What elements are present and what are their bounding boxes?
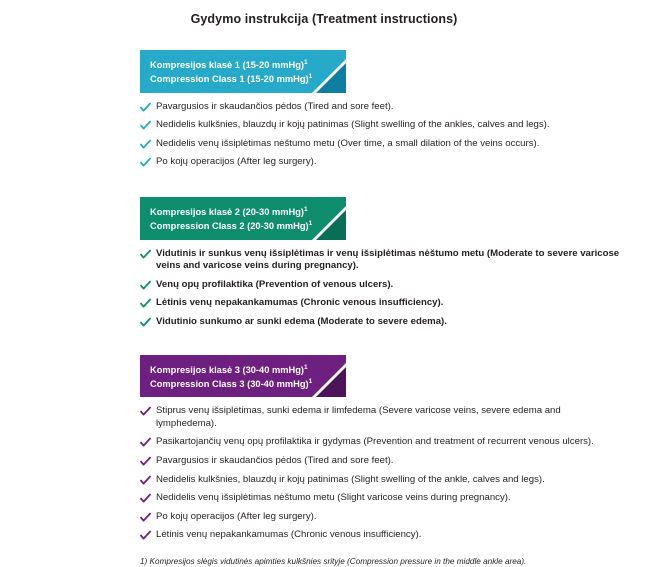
list-item <box>140 474 620 487</box>
check-icon <box>140 456 151 467</box>
list-item-text: Pavargusios ir skaudančios pėdos (Tired and sore feet). <box>156 100 394 112</box>
check-icon <box>140 280 151 291</box>
list-item-text: Nedidelis venų išsiplėtimas nėštumo metu (Slight varicose veins during pregnancy). <box>156 492 511 504</box>
indication-list-class-3 <box>140 405 620 542</box>
badge-footnote-marker: 1 <box>308 73 313 81</box>
list-item <box>140 119 620 132</box>
check-icon <box>140 317 151 328</box>
list-item-text: Po kojų operacijos (After leg surgery). <box>156 510 317 522</box>
badge-compression-class-3 <box>140 355 346 398</box>
badge-corner-accent <box>316 210 346 240</box>
badge-line-en <box>150 376 312 390</box>
list-item <box>140 138 620 151</box>
badge-footnote-marker: 1 <box>303 59 308 66</box>
badge-footnote-marker: 1 <box>303 205 308 213</box>
section-compression-class-3 <box>140 355 620 542</box>
list-item <box>140 101 620 114</box>
badge-line-en <box>150 71 312 85</box>
badge-compression-class-2 <box>140 197 346 240</box>
badge-line-lt <box>150 204 312 218</box>
list-item-text: Venų opų profilaktika (Prevention of venous ulcers). <box>156 278 394 290</box>
badge-corner-accent <box>316 367 346 397</box>
check-icon <box>140 512 151 523</box>
check-icon <box>140 530 151 541</box>
badge-line-lt-text: Kompresijos klasė 2 (20-30 mmHg) <box>150 207 304 218</box>
list-item-text: Lėtinis venų nepakankamumas (Chronic venous insufficiency). <box>156 297 444 309</box>
badge-footnote-marker: 1 <box>308 377 313 385</box>
check-icon <box>140 249 151 260</box>
document-page <box>0 12 648 566</box>
check-icon <box>140 139 151 150</box>
list-item-text: Nedidelis venų išsiplėtimas nėštumo metu (Over time, a small dilation of the veins occurs). <box>156 137 540 149</box>
footnote: 1) Kompresijos slėgis vidutinės apimties kulkšnies srityje (Compression pressure in the middle ankle area). <box>140 556 527 566</box>
list-item-text: Nedidelis kulkšnies, blauzdų ir kojų patinimas (Slight swelling of the ankle, calves and legs). <box>156 473 545 485</box>
section-compression-class-2 <box>140 197 620 329</box>
check-icon <box>140 120 151 131</box>
check-icon <box>140 157 151 168</box>
list-item <box>140 405 620 430</box>
list-item <box>140 492 620 505</box>
list-item <box>140 529 620 542</box>
list-item-text: Pavargusios ir skaudančios pėdos (Tired and sore feet). <box>156 454 394 466</box>
indication-list-class-1 <box>140 101 620 169</box>
check-icon <box>140 475 151 486</box>
list-item-text: Po kojų operacijos (After leg surgery). <box>156 156 317 168</box>
badge-compression-class-1 <box>140 50 346 93</box>
list-item-text: Nedidelis kulkšnies, blauzdų ir kojų patinimas (Slight swelling of the ankles, calves and legs). <box>156 119 550 131</box>
list-item <box>140 156 620 169</box>
list-item-text: Lėtinis venų nepakankamumas (Chronic venous insufficiency). <box>156 529 422 541</box>
badge-line-lt-text: Kompresijos klasė 1 (15-20 mmHg) <box>150 60 304 71</box>
badge-line-lt <box>150 57 312 71</box>
check-icon <box>140 298 151 309</box>
list-item <box>140 297 620 310</box>
check-icon <box>140 102 151 113</box>
list-item-text: Stiprus venų išsiplėtimas, sunki edema ir limfedema (Severe varicose veins, severe edema and lymphedema). <box>156 405 561 429</box>
list-item <box>140 316 620 329</box>
check-icon <box>140 437 151 448</box>
badge-footnote-marker: 1 <box>303 363 308 371</box>
section-compression-class-1 <box>140 50 620 169</box>
badge-line-lt-text: Kompresijos klasė 3 (30-40 mmHg) <box>150 364 304 375</box>
page-title: Gydymo instrukcija (Treatment instructions) <box>190 12 458 26</box>
list-item <box>140 248 620 273</box>
list-item <box>140 455 620 468</box>
badge-line-en-text: Compression Class 1 (15-20 mmHg) <box>150 74 309 85</box>
badge-line-en <box>150 218 312 232</box>
list-item-text: Pasikartojančių venų opų profilaktika ir gydymas (Prevention and treatment of recurrent venous ulcers). <box>156 436 594 448</box>
badge-line-en-text: Compression Class 2 (20-30 mmHg) <box>150 221 309 232</box>
list-item-text: Vidutinis ir sunkus venų išsiplėtimas ir venų išsiplėtimas nėštumo metu (Moderate to severe varicose veins and varicose veins during pregnancy). <box>156 247 620 272</box>
badge-line-lt <box>150 362 312 376</box>
list-item <box>140 436 620 449</box>
list-item <box>140 279 620 292</box>
badge-corner-accent <box>316 63 346 93</box>
list-item-text: Vidutinio sunkumo ar sunki edema (Moderate to severe edema). <box>156 315 447 327</box>
badge-footnote-marker: 1 <box>308 220 313 228</box>
indication-list-class-2 <box>140 248 620 329</box>
check-icon <box>140 493 151 504</box>
list-item <box>140 511 620 524</box>
badge-line-en-text: Compression Class 3 (30-40 mmHg) <box>150 378 309 389</box>
check-icon <box>140 406 151 417</box>
